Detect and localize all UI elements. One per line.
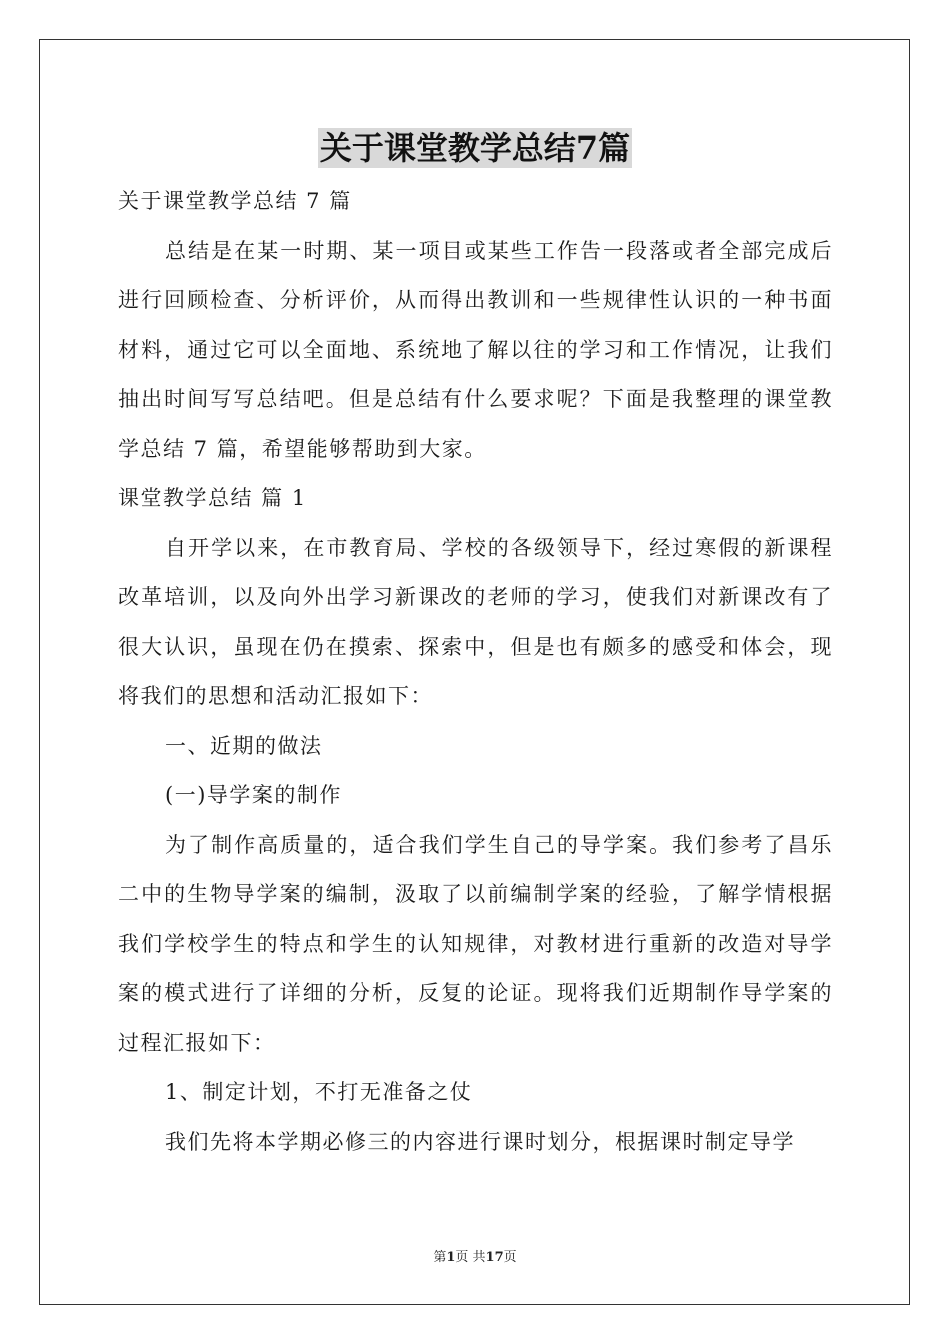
title-container xyxy=(0,128,950,168)
heading-plan: 1、制定计划，不打无准备之仗 xyxy=(165,1080,473,1104)
document-title: 关于课堂教学总结7篇 xyxy=(319,129,631,167)
heading-guide-case: (一)导学案的制作 xyxy=(165,783,342,807)
paragraph-1: 自开学以来，在市教育局、学校的各级领导下，经过寒假的新课程改革培训，以及向外出学习新课改的老师的学习，使我们对新课改有了很大认识，虽现在仍在摸索、探索中，但是也有颇多的感受和体会，现将我们的思想和活动汇报如下： xyxy=(118,535,833,708)
footer-mid: 页 共 xyxy=(455,1250,486,1265)
footer-total-pages: 17 xyxy=(485,1250,504,1265)
page-footer xyxy=(0,1246,950,1265)
document-body xyxy=(118,177,833,1167)
footer-page-number: 1 xyxy=(446,1250,456,1265)
footer-prefix: 第 xyxy=(433,1250,447,1265)
heading-recent-practice: 一、近期的做法 xyxy=(165,733,323,758)
paragraph-3: 我们先将本学期必修三的内容进行课时划分，根据课时制定导学 xyxy=(165,1129,795,1154)
section-heading: 课堂教学总结 篇 1 xyxy=(118,486,307,510)
intro-paragraph: 总结是在某一时期、某一项目或某些工作告一段落或者全部完成后进行回顾检查、分析评价，从而得出教训和一些规律性认识的一种书面材料，通过它可以全面地、系统地了解以往的学习和工作情况，让我们抽出时间写写总结吧。但是总结有什么要求呢？下面是我整理的课堂教学总结 7 篇，希望能够帮助到大家。 xyxy=(118,238,833,461)
paragraph-2: 为了制作高质量的，适合我们学生自己的导学案。我们参考了昌乐二中的生物导学案的编制，汲取了以前编制学案的经验，了解学情根据我们学校学生的特点和学生的认知规律，对教材进行重新的改造对导学案的模式进行了详细的分析，反复的论证。现将我们近期制作导学案的过程汇报如下： xyxy=(118,832,833,1055)
footer-suffix: 页 xyxy=(503,1250,517,1265)
document-subtitle: 关于课堂教学总结 7 篇 xyxy=(118,189,352,213)
